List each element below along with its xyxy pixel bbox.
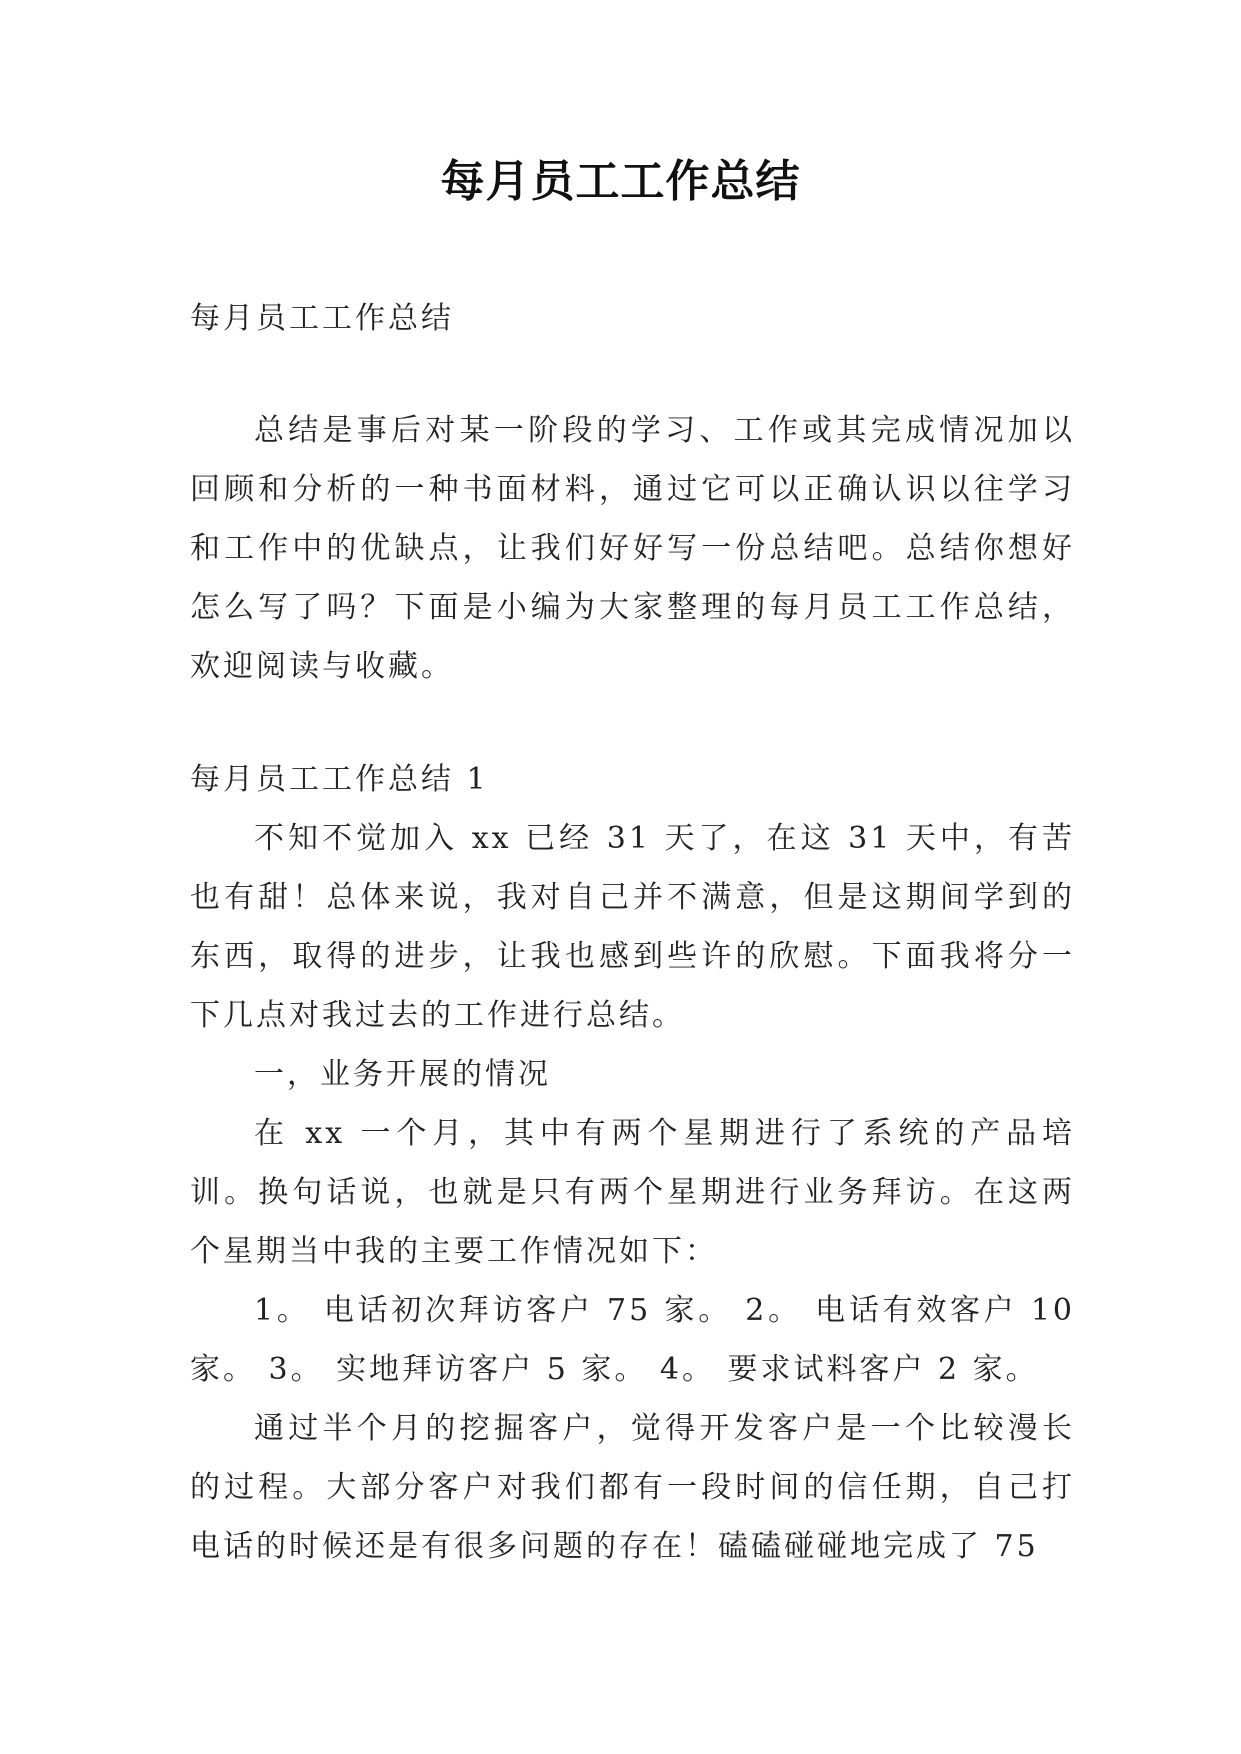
section-subheading: 一，业务开展的情况: [254, 1057, 551, 1092]
section-paragraph: 通过半个月的挖掘客户，觉得开发客户是一个比较漫长的过程。大部分客户对我们都有一段时间的信任期，自己打电话的时候还是有很多问题的存在！磕磕碰碰地完成了 75: [190, 1411, 1075, 1564]
intro-text: 总结是事后对某一阶段的学习、工作或其完成情况加以回顾和分析的一种书面材料，通过它可以正确认识以往学习和工作中的优缺点，让我们好好写一份总结吧。总结你想好怎么写了吗？下面是小编为大家整理的每月员工工作总结，欢迎阅读与收藏。: [190, 413, 1075, 684]
section-1: [190, 750, 1075, 1576]
section-paragraph: 不知不觉加入 xx 已经 31 天了，在这 31 天中，有苦也有甜！总体来说，我对自己并不满意，但是这期间学到的东西，取得的进步，让我也感到些许的欣慰。下面我将分一下几点对我过去的工作进行总结。: [190, 821, 1075, 1033]
section-paragraph: 在 xx 一个月，其中有两个星期进行了系统的产品培训。换句话说，也就是只有两个星期进行业务拜访。在这两个星期当中我的主要工作情况如下：: [190, 1116, 1075, 1269]
section-paragraph: 1。 电话初次拜访客户 75 家。 2。 电话有效客户 10 家。 3。 实地拜访客户 5 家。 4。 要求试料客户 2 家。: [190, 1293, 1075, 1387]
section-heading: 每月员工工作总结 1: [190, 762, 489, 797]
intro-paragraph: [190, 401, 1075, 696]
subtitle-text: 每月员工工作总结: [190, 301, 454, 336]
document-title: 每月员工工作总结: [440, 156, 801, 207]
document-subtitle: [190, 289, 1075, 348]
